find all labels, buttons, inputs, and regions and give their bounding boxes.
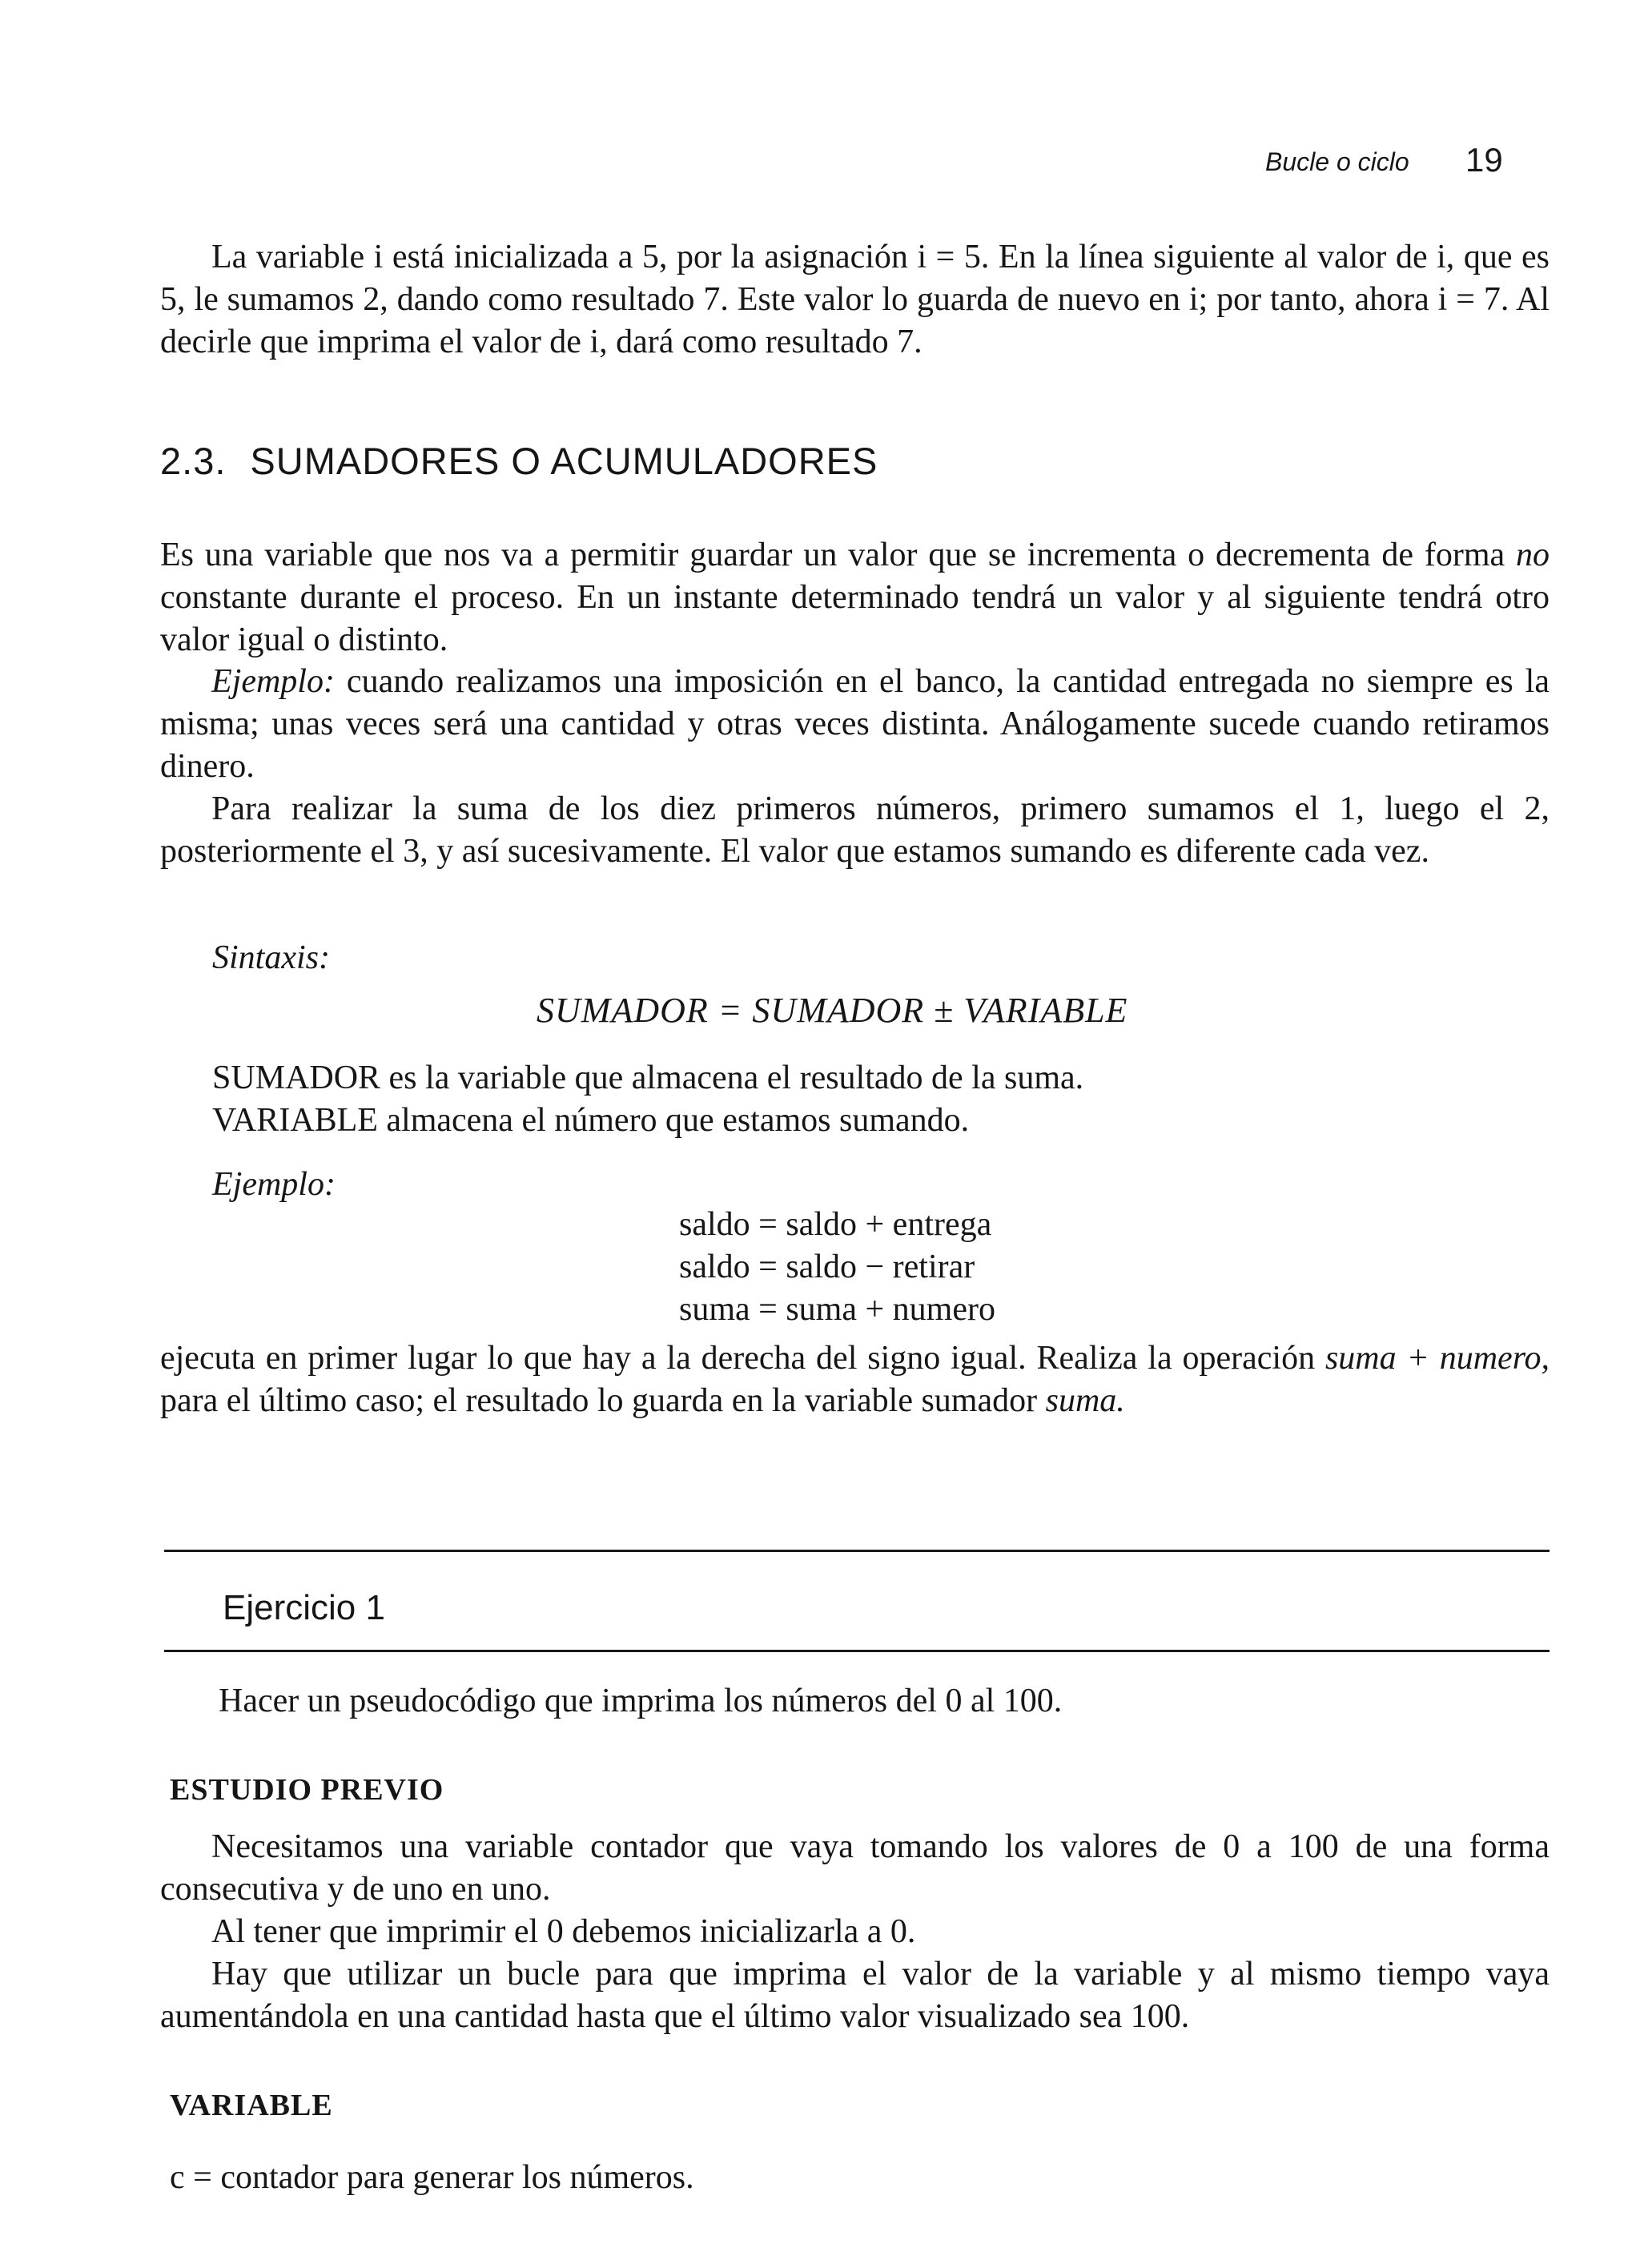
execution-text-before: ejecuta en primer lugar lo que hay a la derecha del signo igual. Realiza la operación bbox=[160, 1340, 1325, 1377]
page-number: 19 bbox=[1465, 141, 1503, 179]
exercise-title: Ejercicio 1 bbox=[223, 1588, 385, 1627]
code-line: saldo = saldo − retirar bbox=[679, 1249, 975, 1285]
intro-paragraph: La variable i está inicializada a 5, por la asignación i = 5. En la línea siguiente al valor de i, que es 5, le sumamos 2, dando como resultado 7. Este valor lo guarda de nuevo en i; por tanto, ahora i = 7. Al decirle que imprima el valor de i, dará como resultado 7. bbox=[160, 239, 1550, 360]
section-heading bbox=[160, 439, 878, 483]
example-text: cuando realizamos una imposición en el banco, la cantidad entregada no siempre es la misma; unas veces será una cantidad y otras veces distinta. Análogamente sucede cuando retiramos dinero. bbox=[160, 663, 1550, 785]
sum-paragraph: Para realizar la suma de los diez primeros números, primero sumamos el 1, luego el 2, posteriormente el 3, y así sucesivamente. El valor que estamos sumando es diferente cada vez. bbox=[160, 790, 1550, 870]
exercise-bottom-rule bbox=[164, 1650, 1550, 1652]
variable-definition: VARIABLE almacena el número que estamos sumando. bbox=[212, 1102, 970, 1139]
section-number: 2.3. bbox=[160, 440, 227, 482]
example-paragraph bbox=[160, 661, 1550, 788]
sumador-definition: SUMADOR es la variable que almacena el resultado de la suma. bbox=[212, 1060, 1084, 1096]
estudio-paragraph-2: Al tener que imprimir el 0 debemos inicializarla a 0. bbox=[211, 1913, 916, 1950]
definition-text-before: Es una variable que nos va a permitir guardar un valor que se incrementa o decrementa de forma bbox=[160, 537, 1516, 573]
variable-heading: VARIABLE bbox=[170, 2089, 333, 2122]
example2-label: Ejemplo: bbox=[212, 1166, 336, 1203]
estudio-paragraph-3: Hay que utilizar un bucle para que imprima el valor de la variable y al mismo tiempo vaya aumentándola en una cantidad hasta que el último valor visualizado sea 100. bbox=[160, 1956, 1550, 2035]
execution-text-middle: para el último caso; el resultado lo guarda en la variable sumador bbox=[160, 1382, 1046, 1419]
example-label: Ejemplo: bbox=[211, 663, 335, 700]
estudio-paragraph-1: Necesitamos una variable contador que vaya tomando los valores de 0 a 100 de una forma consecutiva y de uno en uno. bbox=[160, 1828, 1550, 1908]
execution-paragraph bbox=[160, 1337, 1550, 1422]
variable-description: c = contador para generar los números. bbox=[170, 2159, 694, 2196]
example-code-block bbox=[679, 1204, 995, 1331]
syntax-formula: SUMADOR = SUMADOR ± VARIABLE bbox=[537, 991, 1128, 1030]
code-line: suma = suma + numero bbox=[679, 1291, 995, 1328]
syntax-label: Sintaxis: bbox=[212, 939, 330, 976]
section-title: SUMADORES O ACUMULADORES bbox=[250, 440, 878, 482]
definition-paragraph bbox=[160, 534, 1550, 662]
execution-emphasis-1: suma + numero, bbox=[1324, 1340, 1550, 1377]
execution-emphasis-2: suma. bbox=[1045, 1382, 1125, 1419]
running-title: Bucle o ciclo bbox=[1265, 147, 1409, 176]
code-line: saldo = saldo + entrega bbox=[679, 1206, 992, 1243]
definition-text-after: constante durante el proceso. En un instante determinado tendrá un valor y al siguiente tendrá otro valor igual o distinto. bbox=[160, 579, 1550, 658]
estudio-previo-heading: ESTUDIO PREVIO bbox=[170, 1773, 444, 1807]
definition-emphasis: no bbox=[1516, 537, 1550, 573]
page-header bbox=[1249, 141, 1570, 189]
exercise-statement: Hacer un pseudocódigo que imprima los números del 0 al 100. bbox=[219, 1683, 1063, 1719]
exercise-top-rule bbox=[164, 1550, 1550, 1552]
